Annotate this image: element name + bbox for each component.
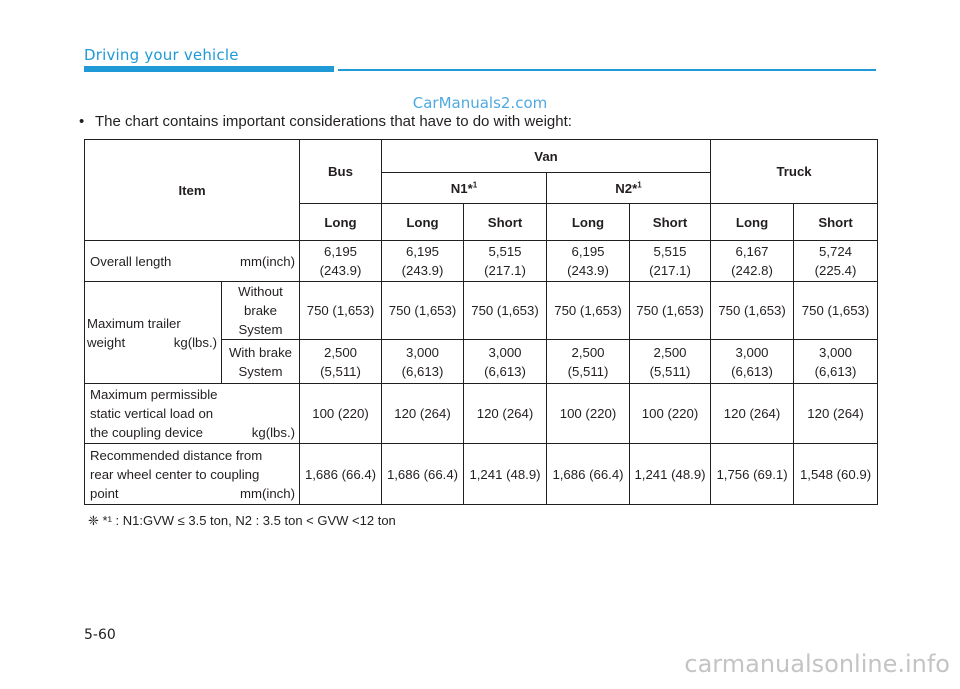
table-cell: 1,241 (48.9) — [630, 444, 711, 505]
table-cell: 750 (1,653) — [711, 282, 794, 340]
with-brake-label: With brake System — [222, 340, 300, 384]
table-cell: 100 (220) — [547, 384, 630, 444]
bus-header: Bus — [300, 140, 382, 204]
bullet-dot: • — [79, 113, 85, 130]
coupling-distance-row — [85, 444, 878, 505]
sub-header: Long — [382, 204, 464, 241]
table-cell: 5,724 (225.4) — [794, 241, 878, 282]
table-cell: 100 (220) — [630, 384, 711, 444]
table-cell: 1,686 (66.4) — [300, 444, 382, 505]
table-cell: 3,000 (6,613) — [464, 340, 547, 384]
table-cell: 6,195 (243.9) — [300, 241, 382, 282]
table-cell: 3,000 (6,613) — [794, 340, 878, 384]
trailer-without-brake-row — [85, 282, 878, 340]
table-cell: 1,241 (48.9) — [464, 444, 547, 505]
van-header: Van — [382, 140, 711, 173]
static-load-label: Maximum permissible static vertical load on the coupling device kg(lbs.) — [85, 384, 300, 444]
static-load-row — [85, 384, 878, 444]
header-rule-thick — [84, 66, 334, 72]
table-cell: 2,500 (5,511) — [300, 340, 382, 384]
overall-length-label: Overall length mm(inch) — [85, 241, 300, 282]
table-cell: 750 (1,653) — [464, 282, 547, 340]
table-cell: 750 (1,653) — [630, 282, 711, 340]
trailer-weight-label: Maximum trailer weight kg(lbs.) — [85, 282, 222, 384]
table-cell: 750 (1,653) — [300, 282, 382, 340]
sub-header: Long — [711, 204, 794, 241]
section-title: Driving your vehicle — [84, 46, 239, 64]
table-cell: 1,686 (66.4) — [547, 444, 630, 505]
table-cell: 120 (264) — [794, 384, 878, 444]
n1-header: N1*$^1$ — [382, 173, 547, 204]
intro-text: The chart contains important considerations that have to do with weight: — [95, 113, 572, 130]
table-cell: 6,195 (243.9) — [547, 241, 630, 282]
watermark-top: CarManuals2.com — [412, 94, 548, 112]
table-cell: 1,686 (66.4) — [382, 444, 464, 505]
table-cell: 750 (1,653) — [382, 282, 464, 340]
page-number: 5-60 — [84, 627, 116, 643]
weight-spec-table — [84, 139, 878, 505]
n2-header: N2*$^1$ — [547, 173, 711, 204]
table-cell: 6,195 (243.9) — [382, 241, 464, 282]
truck-header: Truck — [711, 140, 878, 204]
sub-header: Long — [300, 204, 382, 241]
table-cell: 2,500 (5,511) — [630, 340, 711, 384]
table-cell: 5,515 (217.1) — [464, 241, 547, 282]
table-cell: 5,515 (217.1) — [630, 241, 711, 282]
table-cell: 100 (220) — [300, 384, 382, 444]
sub-header: Short — [464, 204, 547, 241]
table-cell: 3,000 (6,613) — [711, 340, 794, 384]
table-cell: 750 (1,653) — [794, 282, 878, 340]
sub-header: Long — [547, 204, 630, 241]
sub-header: Short — [794, 204, 878, 241]
overall-length-row — [85, 241, 878, 282]
footnote: ❈ *¹ : N1:GVW ≤ 3.5 ton, N2 : 3.5 ton < GVW <12 ton — [88, 513, 396, 528]
table-cell: 750 (1,653) — [547, 282, 630, 340]
table-cell: 1,756 (69.1) — [711, 444, 794, 505]
intro-bullet — [79, 113, 572, 130]
sub-header: Short — [630, 204, 711, 241]
table-cell: 120 (264) — [711, 384, 794, 444]
table-cell: 120 (264) — [382, 384, 464, 444]
item-header: Item — [85, 140, 300, 241]
table-cell: 120 (264) — [464, 384, 547, 444]
header-rule-thin — [338, 69, 876, 71]
table-cell: 3,000 (6,613) — [382, 340, 464, 384]
without-brake-label: Without brake System — [222, 282, 300, 340]
header-row-1 — [85, 140, 878, 173]
table-cell: 1,548 (60.9) — [794, 444, 878, 505]
table-cell: 2,500 (5,511) — [547, 340, 630, 384]
table-cell: 6,167 (242.8) — [711, 241, 794, 282]
watermark-bottom: carmanualsonline.info — [684, 650, 950, 678]
coupling-distance-label: Recommended distance from rear wheel center to coupling point mm(inch) — [85, 444, 300, 505]
